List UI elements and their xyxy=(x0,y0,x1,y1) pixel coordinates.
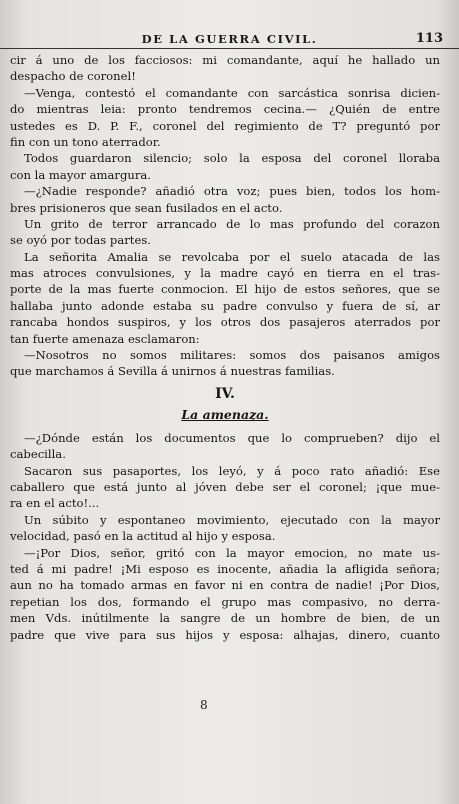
text-line: —¿Nadie responde? añadió otra voz; pues bien, todos los hom- xyxy=(24,184,440,199)
text-line: porte de la mas fuerte conmocion. El hijo de estos señores, que se xyxy=(10,282,440,297)
text-line: do mientras leia: pronto tendremos cecina.— ¿Quién de entre xyxy=(10,102,440,117)
text-line: Un súbito y espontaneo movimiento, ejecutado con la mayor xyxy=(24,512,440,527)
text-line: velocidad, pasó en la actitud al hijo y esposa. xyxy=(10,529,276,544)
text-line: se oyó por todas partes. xyxy=(10,233,151,248)
text-line: Todos guardaron silencio; solo la esposa del coronel lloraba xyxy=(24,151,440,166)
text-line: caballero que está junto al jóven debe ser el coronel; ¡que mue- xyxy=(10,479,440,494)
text-line: —Nosotros no somos militares: somos dos paisanos amigos xyxy=(24,348,440,363)
text-line: mas atroces convulsiones, y la madre cayó en tierra en el tras- xyxy=(10,266,440,281)
text-line: hallaba junto adonde estaba su padre convulso y fuera de sí, ar xyxy=(10,298,440,313)
signature-mark: 8 xyxy=(200,698,208,712)
text-line: que marchamos á Sevilla á unirnos á nuestras familias. xyxy=(10,364,335,379)
chapter-title: La amenaza. xyxy=(181,406,269,422)
text-line: fin con un tono aterrador. xyxy=(10,134,161,149)
text-line: —Venga, contestó el comandante con sarcástica sonrisa dicien- xyxy=(24,85,440,100)
text-line: La señorita Amalia se revolcaba por el suelo atacada de las xyxy=(24,249,440,264)
text-line: cir á uno de los facciosos: mi comandante, aquí he hallado un xyxy=(10,53,440,67)
text-line: —¡Por Dios, señor, gritó con la mayor emocion, no mate us- xyxy=(24,545,440,560)
text-line: ra en el acto!... xyxy=(10,496,100,511)
text-block-top xyxy=(10,52,440,380)
running-title: DE LA GUERRA CIVIL. xyxy=(141,32,318,46)
text-line: rancaba hondos suspiros, y los otros dos pasajeros aterrados por xyxy=(10,315,440,330)
text-line: cabecilla. xyxy=(10,447,66,462)
text-line: Sacaron sus pasaportes, los leyó, y á poco rato añadió: Ese xyxy=(24,463,440,478)
text-line: despacho de coronel! xyxy=(10,69,136,84)
text-line: bres prisioneros que sean fusilados en el acto. xyxy=(10,200,283,215)
text-line: tan fuerte amenaza esclamaron: xyxy=(10,331,200,346)
text-line: padre que vive para sus hijos y esposa: alhajas, dinero, cuanto xyxy=(10,627,440,642)
page-number: 113 xyxy=(415,31,443,46)
chapter-number: IV. xyxy=(215,385,235,402)
body-text xyxy=(10,52,440,643)
text-line: con la mayor amargura. xyxy=(10,167,151,182)
text-line: —¿Dónde están los documentos que lo comprueben? dijo el xyxy=(24,430,440,445)
text-block-bottom xyxy=(10,430,440,643)
text-line: ustedes es D. P. F., coronel del regimiento de T? preguntó por xyxy=(10,118,440,133)
text-line: aun no ha tomado armas en favor ni en contra de nadie! ¡Por Dios, xyxy=(10,578,440,593)
text-line: repetian los dos, formando el grupo mas compasivo, no derra- xyxy=(10,594,440,609)
page-header xyxy=(0,32,459,49)
text-line: Un grito de terror arrancado de lo mas profundo del corazon xyxy=(24,216,440,231)
text-line: men Vds. inútilmente la sangre de un hombre de bien, de un xyxy=(10,611,440,626)
text-line: ted á mi padre! ¡Mi esposo es inocente, añadia la afligida señora; xyxy=(10,561,440,576)
